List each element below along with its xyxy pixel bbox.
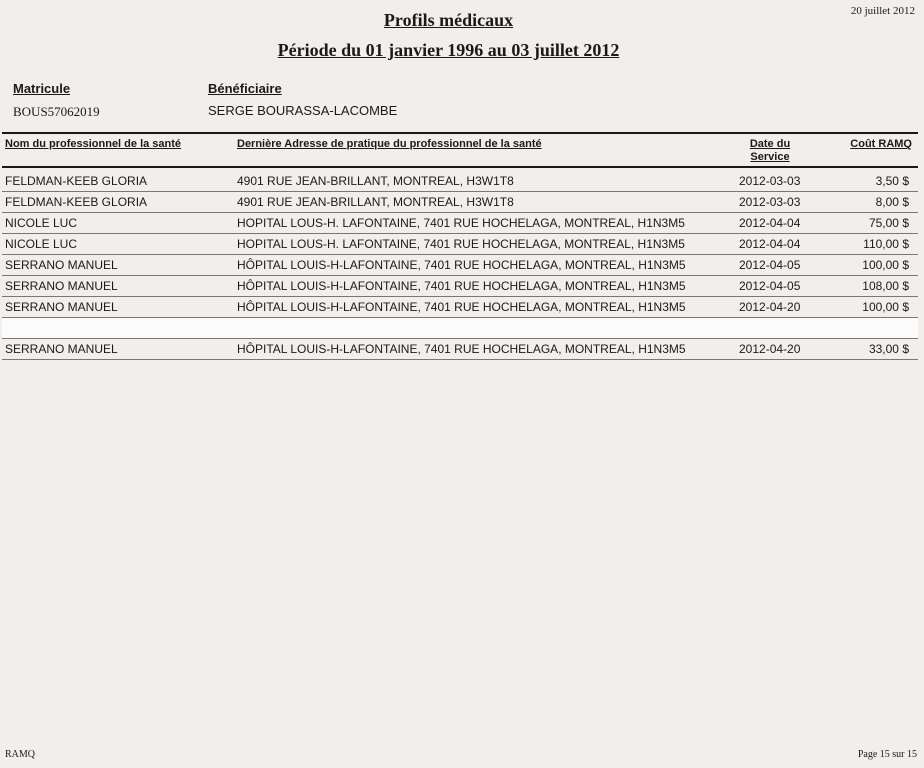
cell-name: SERRANO MANUEL — [5, 342, 118, 356]
table-row-blank — [2, 318, 918, 339]
cell-name: FELDMAN-KEEB GLORIA — [5, 174, 148, 188]
cell-address: HOPITAL LOUS-H. LAFONTAINE, 7401 RUE HOCHELAGA, MONTREAL, H1N3M5 — [237, 237, 685, 251]
cell-address: HÔPITAL LOUIS-H-LAFONTAINE, 7401 RUE HOCHELAGA, MONTREAL, H1N3M5 — [237, 342, 686, 356]
cell-cost: 8,00 $ — [875, 195, 909, 209]
table-body — [2, 171, 918, 360]
beneficiaire-value: SERGE BOURASSA-LACOMBE — [208, 103, 398, 118]
cell-date: 2012-04-04 — [739, 216, 801, 230]
cell-date: 2012-04-04 — [739, 237, 801, 251]
cell-address: HÔPITAL LOUIS-H-LAFONTAINE, 7401 RUE HOCHELAGA, MONTREAL, H1N3M5 — [237, 300, 686, 314]
table-row — [2, 171, 918, 192]
footer-page-number: Page 15 sur 15 — [857, 749, 917, 760]
cell-date: 2012-03-03 — [739, 174, 801, 188]
table-row — [2, 276, 918, 297]
cell-cost: 100,00 $ — [862, 258, 909, 272]
cell-cost: 75,00 $ — [868, 216, 909, 230]
footer-issuer: RAMQ — [5, 749, 36, 760]
cell-address: HÔPITAL LOUIS-H-LAFONTAINE, 7401 RUE HOCHELAGA, MONTREAL, H1N3M5 — [237, 258, 686, 272]
column-header-date — [736, 138, 804, 164]
table-row — [2, 192, 918, 213]
cell-name: NICOLE LUC — [5, 237, 78, 251]
cell-cost: 3,50 $ — [875, 174, 909, 188]
table-row — [2, 297, 918, 318]
table-row — [2, 339, 918, 360]
matricule-value: BOUS57062019 — [13, 104, 100, 119]
print-date: 20 juillet 2012 — [850, 5, 915, 17]
cell-date: 2012-04-05 — [739, 258, 801, 272]
matricule-label: Matricule — [13, 81, 71, 96]
page-title: Profils médicaux — [383, 10, 514, 30]
cell-name: SERRANO MANUEL — [5, 279, 118, 293]
column-header-address: Dernière Adresse de pratique du professionnel de la santé — [237, 138, 542, 150]
column-header-date-line2: Service — [750, 151, 790, 163]
cell-address: 4901 RUE JEAN-BRILLANT, MONTREAL, H3W1T8 — [237, 174, 514, 188]
period-subtitle: Période du 01 janvier 1996 au 03 juillet 2012 — [277, 40, 620, 60]
table-row — [2, 255, 918, 276]
column-header-cost: Coût RAMQ — [850, 138, 912, 150]
cell-address: HÔPITAL LOUIS-H-LAFONTAINE, 7401 RUE HOCHELAGA, MONTREAL, H1N3M5 — [237, 279, 686, 293]
cell-name: FELDMAN-KEEB GLORIA — [5, 195, 148, 209]
cell-name: NICOLE LUC — [5, 216, 78, 230]
medical-profile-table — [2, 132, 918, 360]
cell-date: 2012-04-05 — [739, 279, 801, 293]
table-row — [2, 213, 918, 234]
table-row — [2, 234, 918, 255]
cell-name: SERRANO MANUEL — [5, 300, 118, 314]
cell-cost: 108,00 $ — [862, 279, 909, 293]
cell-cost: 110,00 $ — [863, 237, 909, 251]
cell-cost: 33,00 $ — [868, 342, 909, 356]
cell-address: 4901 RUE JEAN-BRILLANT, MONTREAL, H3W1T8 — [237, 195, 514, 209]
beneficiaire-label: Bénéficiaire — [208, 81, 282, 96]
cell-cost: 100,00 $ — [862, 300, 909, 314]
cell-date: 2012-03-03 — [739, 195, 801, 209]
cell-date: 2012-04-20 — [739, 342, 801, 356]
column-header-name: Nom du professionnel de la santé — [5, 138, 182, 150]
column-header-date-line1: Date du — [749, 138, 791, 150]
cell-date: 2012-04-20 — [739, 300, 801, 314]
cell-address: HOPITAL LOUS-H. LAFONTAINE, 7401 RUE HOCHELAGA, MONTREAL, H1N3M5 — [237, 216, 685, 230]
table-header — [2, 134, 918, 168]
cell-name: SERRANO MANUEL — [5, 258, 118, 272]
